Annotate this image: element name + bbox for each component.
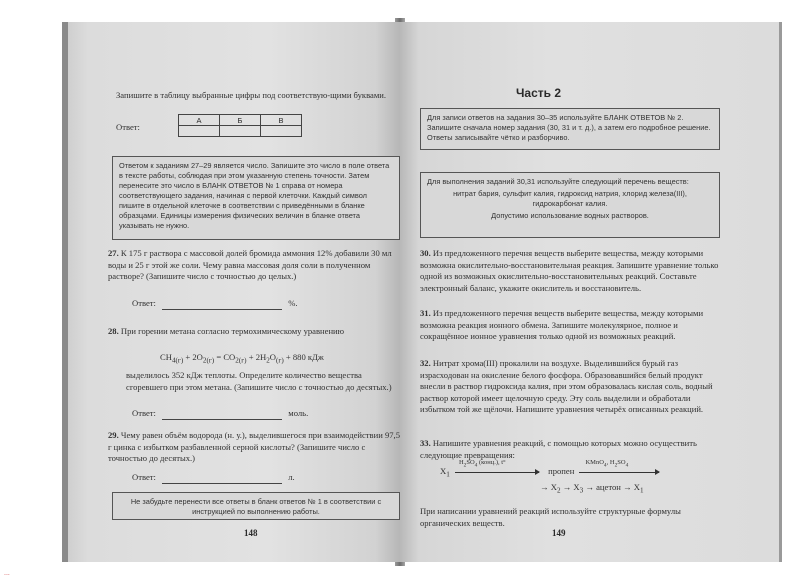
- table-cell-b[interactable]: [220, 126, 261, 137]
- task-31: [420, 308, 720, 343]
- task-27-answer-field[interactable]: [162, 300, 282, 310]
- substances-note: Допустимо использование водных растворов.: [491, 211, 649, 220]
- task-30-text: Из предложенного перечня веществ выберите вещества, между которыми возможна окислительно-восстановительная реакция. Запишите уравнение только одной из возможных окислительно-восстановительных реакций. Составьте электронный баланс, укажите окислитель и восстановитель.: [420, 248, 719, 293]
- task-28-number: 28.: [108, 326, 119, 336]
- substances-intro: Для выполнения заданий 30,31 используйте следующий перечень веществ:: [427, 177, 689, 186]
- task-28-answer: [132, 408, 308, 420]
- open-book: [62, 10, 787, 570]
- scheme-propene: пропен: [548, 466, 575, 476]
- task-32: [420, 358, 720, 416]
- task-28-text: При горении метана согласно термохимическому уравнению: [120, 326, 345, 336]
- task-28-formula: $CH_{4(г)} + 2O_{2(г)} = CO_{2(г)} + 2H_2O_{(г)} + 880$ кДж: [160, 352, 324, 365]
- task-28: [108, 326, 400, 338]
- task-29-text: Чему равен объём водорода (н. у.), выделившегося при взаимодействии 97,5 г цинка с избытком разбавленной серной кислоты? (Запишите число с точностью до десятых.): [108, 430, 400, 463]
- scheme-arrow-1: [455, 459, 543, 478]
- task-33-text: Напишите уравнения реакций, с помощью которых можно осуществить следующие превращения:: [420, 438, 697, 460]
- task-29: [108, 430, 400, 465]
- task-33-number: 33.: [420, 438, 431, 448]
- right-page: [400, 22, 782, 562]
- task-29-answer-field[interactable]: [162, 474, 282, 484]
- left-page: [62, 22, 402, 562]
- answer-label-table: Ответ:: [116, 122, 140, 132]
- scheme-arrow-2: [579, 459, 663, 478]
- task-27-number: 27.: [108, 248, 119, 258]
- part-title: Часть 2: [516, 86, 562, 100]
- scheme-x1: $X_1$: [440, 466, 450, 479]
- substances-list-box: [420, 172, 720, 238]
- instruction-box-27-29: Ответом к заданиям 27–29 является число. Запишите это число в поле ответа в тексте работы, соблюдая при этом указанную степень точности. Затем перенесите это число в БЛАНК ОТВЕТОВ № 1 справа от номера соответствующего задания, начиная с первой клеточки. Каждый символ пишите в отдельной клеточке в соответствии с приведёнными в бланке образцами. Единицы измерения физических величин в бланке ответа указывать не нужно.: [112, 156, 400, 240]
- task-30: [420, 248, 720, 294]
- page-number-left: 148: [244, 528, 258, 538]
- scheme-cond-2: KMnO$_4$, $H_2SO_4$: [585, 459, 629, 469]
- task-28-answer-field[interactable]: [162, 410, 282, 420]
- closing-instruction: При написании уравнений реакций используйте структурные формулы органических веществ.: [420, 506, 681, 528]
- task-27: [108, 248, 400, 283]
- task-27-answer: [132, 298, 298, 310]
- table-header-b: Б: [220, 115, 261, 126]
- transformation-scheme: [440, 459, 720, 497]
- task-32-number: 32.: [420, 358, 431, 368]
- table-header-v: В: [261, 115, 302, 126]
- scheme-cond-1: $H_2SO_4$ (конц.), t°: [458, 459, 506, 469]
- task-31-number: 31.: [420, 308, 431, 318]
- task-29-answer: [132, 472, 295, 484]
- watermark-mark: ...: [4, 570, 10, 577]
- task-27-unit: %.: [288, 298, 298, 308]
- task-31-text: Из предложенного перечня веществ выберите вещества, между которыми возможна реакция ионного обмена. Запишите молекулярное, полное и сокращённое ионное уравнения только одной из возможных реакций.: [420, 308, 704, 341]
- footer-reminder-box: Не забудьте перенести все ответы в бланк ответов № 1 в соответствии с инструкцией по выполнению работы.: [112, 492, 400, 520]
- answer-table: [178, 114, 302, 137]
- table-header-a: А: [179, 115, 220, 126]
- task-27-answer-label: Ответ:: [132, 298, 156, 308]
- scheme-line-2: → $X_2 \to X_3$ → ацетон → $X_1$: [540, 482, 644, 495]
- page-number-right: 149: [552, 528, 566, 538]
- task-29-unit: л.: [288, 472, 295, 482]
- task-29-answer-label: Ответ:: [132, 472, 156, 482]
- task-28-unit: моль.: [288, 408, 309, 418]
- part2-instruction-box: Для записи ответов на задания 30–35 используйте БЛАНК ОТВЕТОВ № 2. Запишите сначала номер задания (30, 31 и т. д.), а затем его подробное решение. Ответы записывайте чётко и разборчиво.: [420, 108, 720, 150]
- table-intro: Запишите в таблицу выбранные цифры под соответствую-щими буквами.: [116, 90, 387, 100]
- task-32-text: Нитрат хрома(III) прокалили на воздухе. Выделившийся бурый газ израсходован на окисление белого фосфора. Образовавшийся белый продукт внесли в раствор гидроксида калия, при этом образовалась кислая соль, водный раствор которой имеет щелочную среду. Эту соль выделили и обработали избытком той же щёлочи. Напишите уравнения четырёх описанных реакций.: [420, 358, 713, 414]
- task-28-text2: выделилось 352 кДж теплоты. Определите количество вещества сгоревшего при этом метана. (Запишите число с точностью до десятых.): [126, 370, 392, 392]
- task-29-number: 29.: [108, 430, 119, 440]
- table-cell-a[interactable]: [179, 126, 220, 137]
- task-27-text: К 175 г раствора с массовой долей бромида аммония 12% добавили 30 мл воды и 25 г этой же соли. Чему равна массовая доля соли в полученном растворе? (Запишите число с точностью до целых.): [108, 248, 392, 281]
- substances-list: нитрат бария, сульфит калия, гидроксид натрия, хлорид железа(III), гидрокарбонат калия.: [453, 189, 687, 208]
- task-28-answer-label: Ответ:: [132, 408, 156, 418]
- table-cell-v[interactable]: [261, 126, 302, 137]
- task-30-number: 30.: [420, 248, 431, 258]
- scheme-line-1: [440, 459, 720, 482]
